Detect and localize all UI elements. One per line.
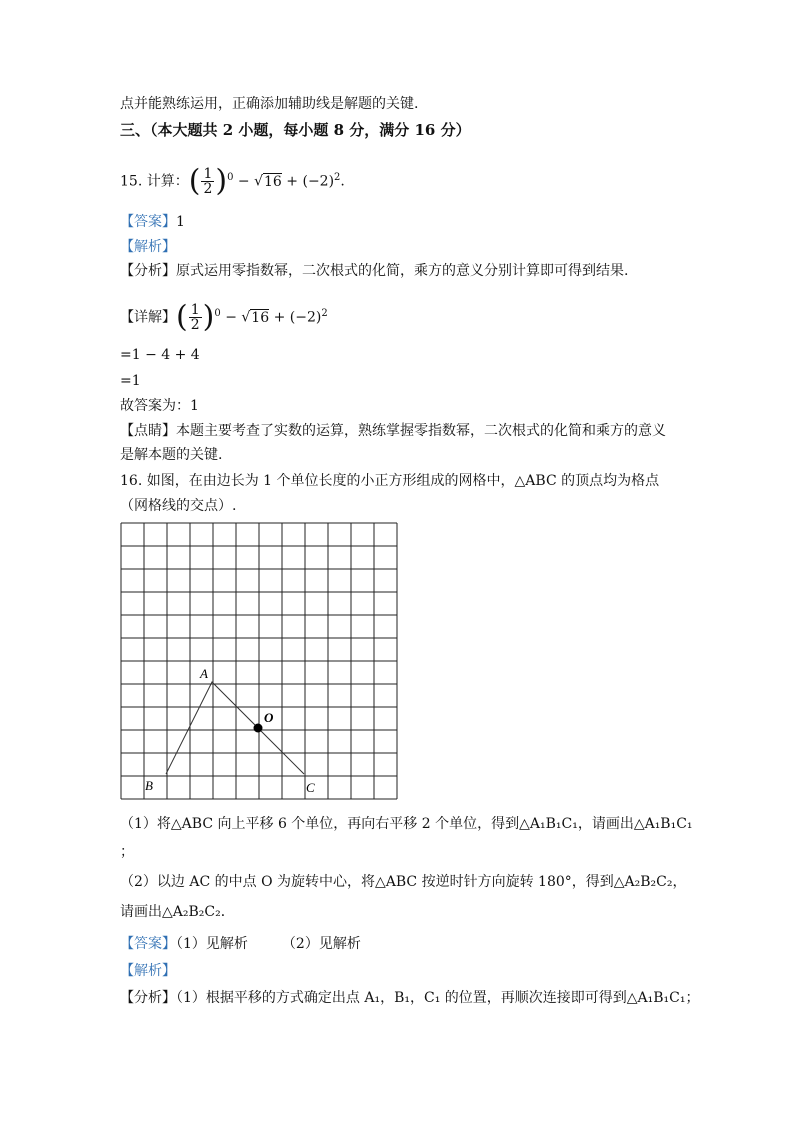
grid-figure (120, 522, 402, 804)
part-2-tail: 请画出△A₂B₂C₂． (120, 904, 235, 920)
step-1: =1 − 4 + 4 (120, 347, 200, 363)
final-answer: 故答案为：1 (120, 398, 199, 414)
dianjing-row-2: 是解本题的关键. (120, 447, 223, 463)
section-heading: 三、（本大题共 2 小题，每小题 8 分，满分 16 分） (120, 121, 471, 139)
point-o (254, 724, 263, 733)
label-a: A (200, 666, 208, 681)
step-2: =1 (120, 373, 141, 389)
fenxi-row: 【分析】原式运用零指数幂，二次根式的化简，乘方的意义分别计算即可得到结果. (120, 263, 629, 279)
q16-line-2: （网格线的交点）. (120, 498, 237, 514)
label-o: O (264, 710, 274, 725)
text-line: 点并能熟练运用，正确添加辅助线是解题的关键. (120, 96, 419, 112)
analysis-tag: 【解析】 (120, 239, 176, 255)
label-c: C (306, 780, 315, 795)
fraction: $\frac{1}{2}$ (203, 166, 213, 198)
answer-value: 1 (176, 214, 185, 230)
part-1-tail: ； (120, 844, 134, 860)
triangle-abc (166, 682, 304, 774)
part-1-line: （1）将△ABC 向上平移 6 个单位，再向右平移 2 个单位，得到△A₁B₁C₁，请画出△A₁B₁C₁ (120, 816, 693, 832)
part-2-line: （2）以边 AC 的中点 O 为旋转中心，将△ABC 按逆时针方向旋转 180°，得到△A₂B₂C₂， (120, 874, 687, 890)
answer-tag: 【答案】 (120, 214, 176, 230)
q16-analysis-tag: 【解析】 (120, 963, 176, 979)
q16-line-1: 16. 如图，在由边长为 1 个单位长度的小正方形组成的网格中，△ABC 的顶点均为格点 (120, 473, 660, 489)
grid-lines (121, 523, 397, 799)
q15-prefix: 15. 计算： (120, 173, 189, 190)
q16-fenxi-row: 【分析】（1）根据平移的方式确定出点 A₁，B₁，C₁ 的位置，再顺次连接即可得到△A₁B₁C₁； (120, 990, 700, 1006)
dianjing-row: 【点睛】本题主要考查了实数的运算，熟练掌握零指数幂，二次根式的化简和乘方的意义 (120, 423, 666, 439)
label-b: B (145, 778, 153, 793)
answer-row (120, 213, 185, 231)
question-15: 15. 计算：( $\frac{1}{2}$ )$^0 - √16 + (-2)^2$. (120, 163, 345, 199)
q16-answer-row: 【答案】（1）见解析 （2）见解析 (120, 936, 361, 952)
xiangjie-row: 【详解】( $\frac{1}{2}$ )$^0 - √16 + (-2)^2$ (120, 299, 328, 335)
